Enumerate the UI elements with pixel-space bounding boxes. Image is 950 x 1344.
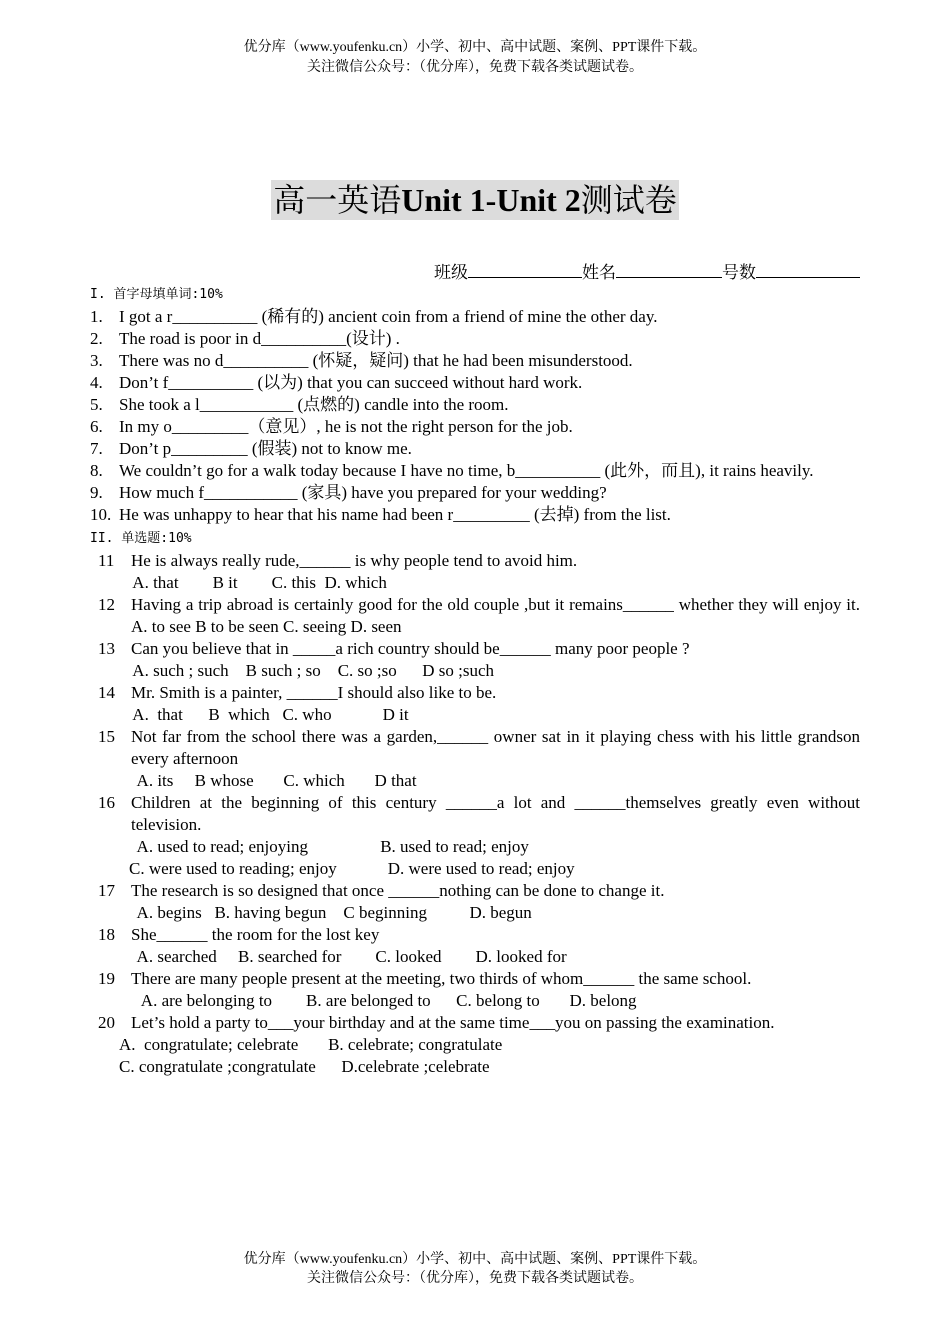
class-blank	[468, 261, 582, 278]
answer-options: A. such ; such B such ; so C. so ;so D so ;such	[129, 661, 495, 680]
question-item	[90, 372, 860, 394]
answer-options: C. were used to reading; enjoy D. were used to read; enjoy	[129, 859, 575, 878]
answer-options: A. that B which C. who D it	[129, 705, 409, 724]
question-text: She took a l___________ (点燃的) candle into the room.	[119, 395, 509, 414]
question-number: 18	[98, 925, 115, 944]
class-label: 班级	[434, 263, 468, 282]
question-number: 13	[98, 639, 115, 658]
title-suffix: 测试卷	[580, 182, 677, 218]
question-text: He is always really rude,______ is why people tend to avoid him.	[131, 551, 578, 570]
title-bold: Unit 1-Unit 2	[401, 182, 581, 218]
question-item	[90, 1012, 860, 1034]
question-text: She______ the room for the lost key	[131, 925, 380, 944]
question-text: I got a r__________ (稀有的) ancient coin from a friend of mine the other day.	[119, 307, 658, 326]
answer-options: A. that B it C. this D. which	[129, 573, 387, 592]
question-number: 11	[98, 551, 115, 570]
section1-heading: I. 首字母填单词:10%	[90, 287, 223, 302]
question-item	[90, 350, 860, 372]
question-text: Children at the beginning of this century ______a lot and ______themselves greatly even without television.	[131, 793, 860, 834]
title-prefix: 高一英语	[273, 182, 402, 218]
section2-list	[90, 550, 860, 1078]
answer-options: A. begins B. having begun C beginning D. begun	[129, 903, 532, 922]
question-number: 3.	[90, 351, 103, 370]
name-blank	[616, 261, 722, 278]
question-item	[90, 792, 860, 836]
question-number: 8.	[90, 461, 103, 480]
question-number: 20	[98, 1013, 115, 1032]
question-number: 17	[98, 881, 115, 900]
question-text: Don’t f__________ (以为) that you can succeed without hard work.	[119, 373, 583, 392]
question-text: Don’t p_________ (假装) not to know me.	[119, 439, 412, 458]
question-item	[90, 394, 860, 416]
answer-options: A. its B whose C. which D that	[129, 771, 417, 790]
question-item	[90, 924, 860, 946]
question-text: Can you believe that in _____a rich country should be______ many poor people ?	[131, 639, 690, 658]
question-item	[90, 306, 860, 328]
question-item	[90, 594, 860, 638]
answer-options: A. congratulate; celebrate B. celebrate; congratulate	[119, 1035, 503, 1054]
exam-content	[90, 284, 860, 1078]
question-text: There was no d__________ (怀疑，疑问) that he had been misunderstood.	[119, 351, 633, 370]
question-item	[90, 726, 860, 770]
page-footer-line1: 优分库（www.youfenku.cn）小学、初中、高中试题、案例、PPT课件下载。	[243, 1252, 707, 1267]
question-item	[90, 550, 860, 572]
question-item	[90, 968, 860, 990]
question-text: Not far from the school there was a garden,______ owner sat in it playing chess with his little grandson every afternoon	[131, 727, 860, 768]
page-header-line2: 关注微信公众号：（优分库），免费下载各类试题试卷。	[307, 60, 643, 75]
question-number: 12	[98, 595, 115, 614]
question-text: He was unhappy to hear that his name had been r_________ (去掉) from the list.	[119, 505, 671, 524]
question-number: 6.	[90, 417, 103, 436]
question-text: The road is poor in d__________(设计) .	[119, 329, 400, 348]
question-number: 9.	[90, 483, 103, 502]
question-number: 14	[98, 683, 115, 702]
question-item	[90, 638, 860, 660]
page-footer-line2: 关注微信公众号：（优分库），免费下载各类试题试卷。	[307, 1271, 643, 1286]
question-item	[90, 880, 860, 902]
number-label: 号数	[722, 263, 756, 282]
name-label: 姓名	[582, 263, 616, 282]
answer-options: A. searched B. searched for C. looked D. looked for	[129, 947, 567, 966]
question-item	[90, 504, 860, 526]
question-text: Let’s hold a party to___your birthday and at the same time___you on passing the examination.	[131, 1013, 775, 1032]
question-number: 10.	[90, 505, 112, 524]
question-number: 15	[98, 727, 115, 746]
question-text: The research is so designed that once ______nothing can be done to change it.	[131, 881, 665, 900]
question-number: 16	[98, 793, 115, 812]
question-number: 2.	[90, 329, 103, 348]
question-item	[90, 416, 860, 438]
answer-options: A. are belonging to B. are belonged to C. belong to D. belong	[129, 991, 637, 1010]
page-header-line1: 优分库（www.youfenku.cn）小学、初中、高中试题、案例、PPT课件下载。	[243, 40, 707, 55]
question-text: In my o_________（意见）, he is not the right person for the job.	[119, 417, 573, 436]
section2-heading: II. 单选题:10%	[90, 531, 192, 546]
answer-options: A. used to read; enjoying B. used to read; enjoy	[129, 837, 529, 856]
question-number: 4.	[90, 373, 103, 392]
document-title	[0, 180, 950, 220]
question-number: 5.	[90, 395, 103, 414]
question-item	[90, 460, 860, 482]
section1-list	[90, 306, 860, 526]
question-item	[90, 682, 860, 704]
question-number: 1.	[90, 307, 103, 326]
question-item	[90, 328, 860, 350]
answer-options: C. congratulate ;congratulate D.celebrate ;celebrate	[119, 1057, 490, 1076]
question-text: Having a trip abroad is certainly good for the old couple ,but it remains______ whether they will enjoy it. A. to see B to be seen C. seeing D. seen	[131, 595, 860, 636]
student-info-line	[434, 261, 860, 285]
question-item	[90, 482, 860, 504]
question-text: We couldn’t go for a walk today because I have no time, b__________ (此外，而且), it rains heavily.	[119, 461, 814, 480]
question-text: There are many people present at the meeting, two thirds of whom______ the same school.	[131, 969, 752, 988]
question-text: Mr. Smith is a painter, ______I should also like to be.	[131, 683, 497, 702]
number-blank	[756, 261, 860, 278]
question-number: 19	[98, 969, 115, 988]
question-number: 7.	[90, 439, 103, 458]
question-text: How much f___________ (家具) have you prepared for your wedding?	[119, 483, 607, 502]
question-item	[90, 438, 860, 460]
